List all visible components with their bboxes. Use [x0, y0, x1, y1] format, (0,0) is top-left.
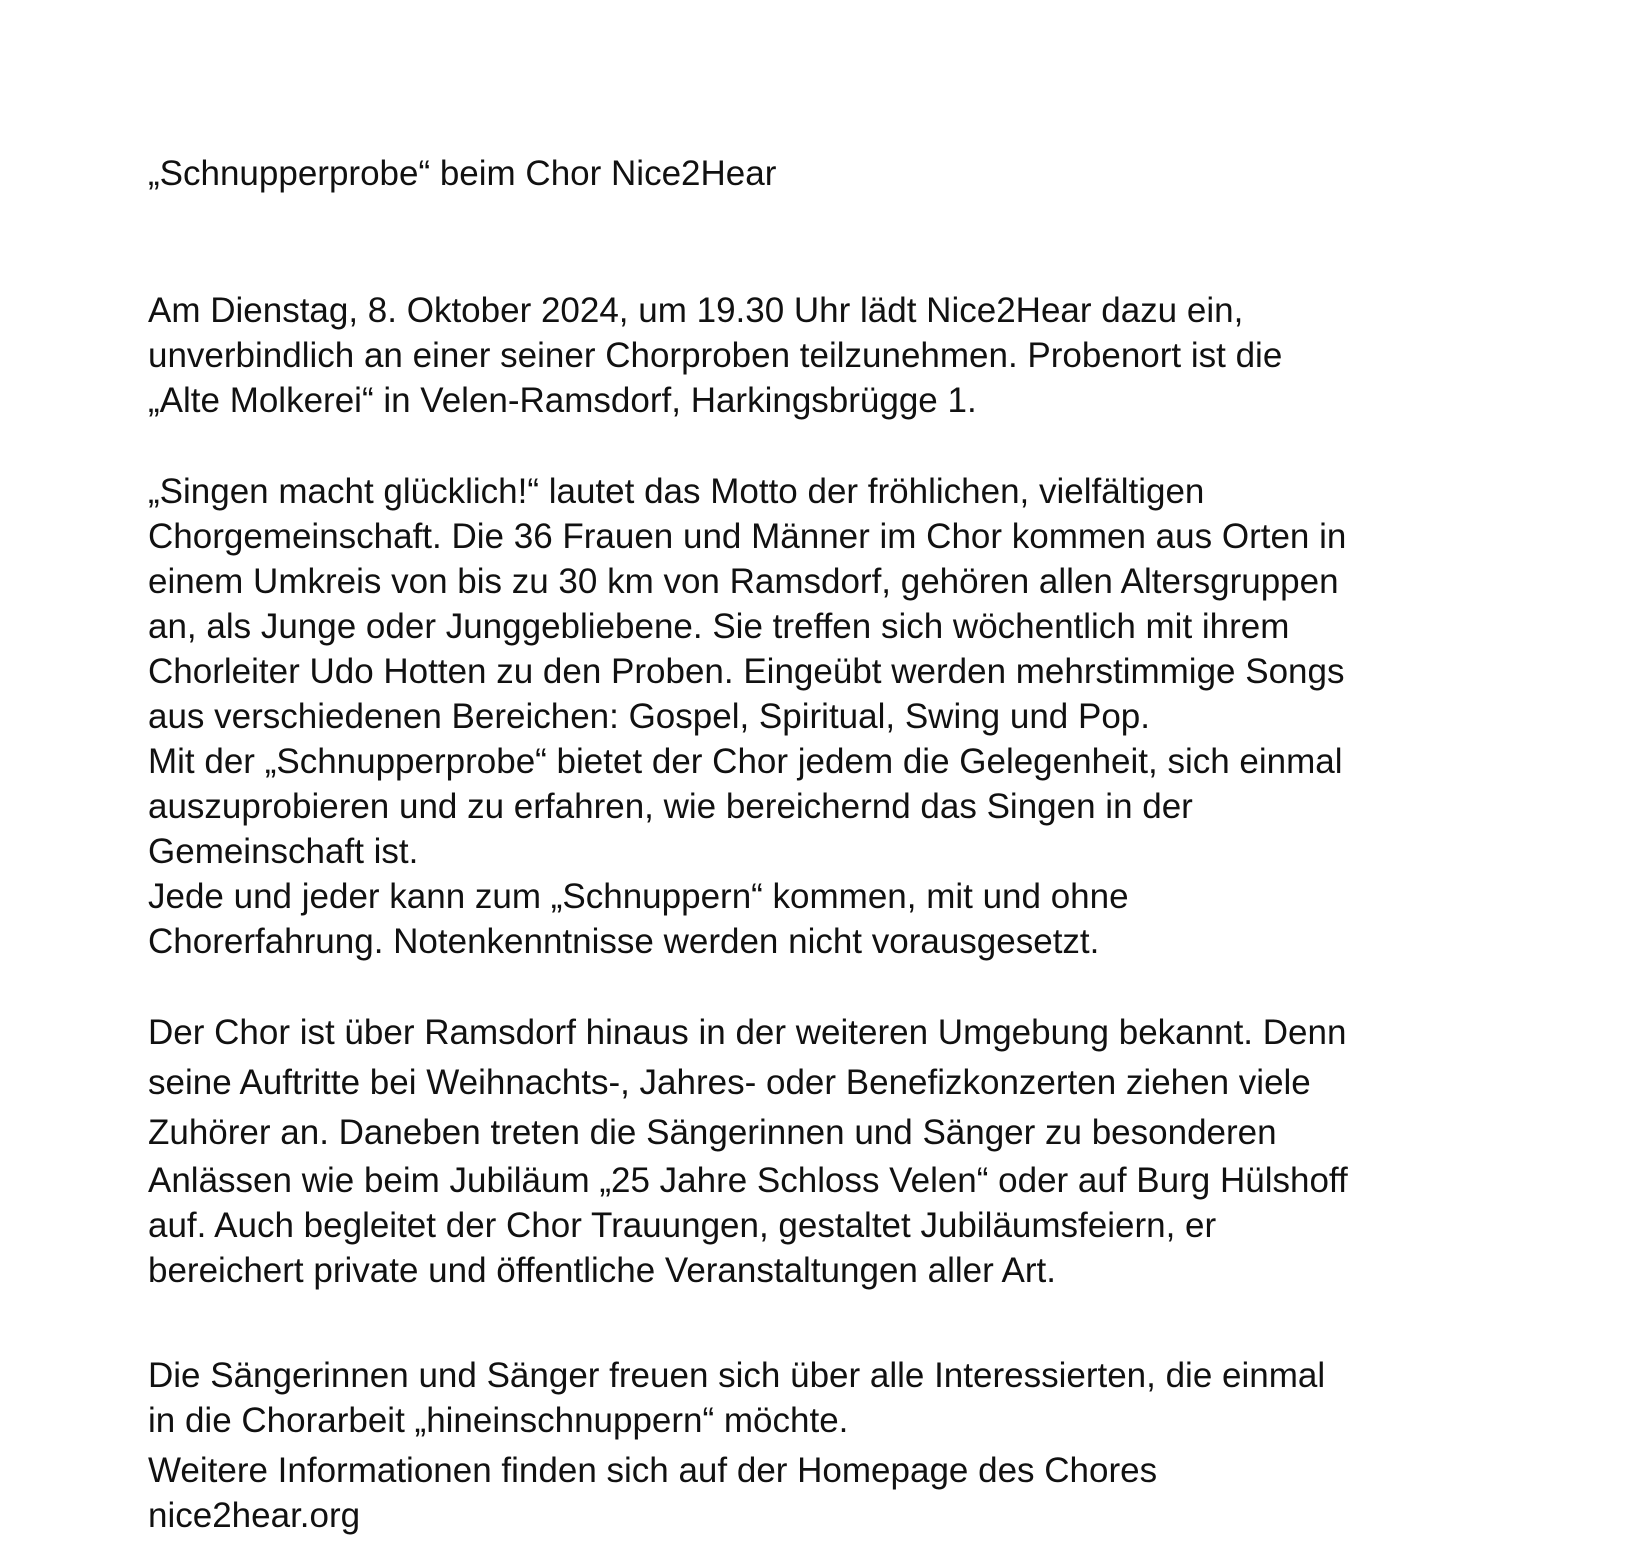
text-line: einem Umkreis von bis zu 30 km von Ramsdorf, gehören allen Altersgruppen — [148, 562, 1339, 601]
text-line: Zuhörer an. Daneben treten die Sängerinnen und Sänger zu besonderen — [148, 1113, 1277, 1152]
text-line: bereichert private und öffentliche Veranstaltungen aller Art. — [148, 1251, 1056, 1290]
more-info-text: Weitere Informationen finden sich auf der Homepage des Chores — [148, 1451, 1158, 1490]
text-line: seine Auftritte bei Weihnachts-, Jahres- oder Benefizkonzerten ziehen viele — [148, 1063, 1311, 1102]
text-line: Anlässen wie beim Jubiläum „25 Jahre Schloss Velen“ oder auf Burg Hülshoff — [148, 1161, 1348, 1200]
text-line: aus verschiedenen Bereichen: Gospel, Spiritual, Swing und Pop. — [148, 697, 1150, 736]
text-line: Gemeinschaft ist. — [148, 832, 419, 871]
text-line: „Singen macht glücklich!“ lautet das Motto der fröhlichen, vielfältigen — [148, 472, 1205, 511]
text-line: Chorerfahrung. Notenkenntnisse werden nicht vorausgesetzt. — [148, 922, 1100, 961]
text-line: Mit der „Schnupperprobe“ bietet der Chor jedem die Gelegenheit, sich einmal — [148, 742, 1343, 781]
text-line: in die Chorarbeit „hineinschnuppern“ möchte. — [148, 1401, 849, 1440]
paragraph-invitation — [148, 1353, 1325, 1443]
paragraph-intro — [148, 288, 1282, 423]
paragraph-motto — [148, 469, 1346, 964]
text-line: „Alte Molkerei“ in Velen-Ramsdorf, Harkingsbrügge 1. — [148, 381, 977, 420]
text-line: Die Sängerinnen und Sänger freuen sich über alle Interessierten, die einmal — [148, 1356, 1326, 1395]
text-line: an, als Junge oder Junggebliebene. Sie treffen sich wöchentlich mit ihrem — [148, 607, 1290, 646]
text-line: unverbindlich an einer seiner Chorproben teilzunehmen. Probenort ist die — [148, 336, 1283, 375]
text-line: Chorleiter Udo Hotten zu den Proben. Eingeübt werden mehrstimmige Songs — [148, 652, 1345, 691]
text-line: auf. Auch begleitet der Chor Trauungen, gestaltet Jubiläumsfeiern, er — [148, 1206, 1217, 1245]
text-line: Jede und jeder kann zum „Schnuppern“ kommen, mit und ohne — [148, 877, 1129, 916]
text-line: Chorgemeinschaft. Die 36 Frauen und Männer im Chor kommen aus Orten in — [148, 517, 1347, 556]
text-line: auszuprobieren und zu erfahren, wie bereichernd das Singen in der — [148, 787, 1193, 826]
text-line: Der Chor ist über Ramsdorf hinaus in der weiteren Umgebung bekannt. Denn — [148, 1013, 1347, 1052]
document-title: „Schnupperprobe“ beim Chor Nice2Hear — [148, 154, 777, 193]
paragraph-more-info — [148, 1448, 1157, 1538]
homepage-line — [148, 1493, 1157, 1538]
homepage-link[interactable]: nice2hear.org — [148, 1496, 361, 1535]
text-line: Am Dienstag, 8. Oktober 2024, um 19.30 Uhr lädt Nice2Hear dazu ein, — [148, 291, 1244, 330]
paragraph-reputation — [148, 1008, 1348, 1293]
